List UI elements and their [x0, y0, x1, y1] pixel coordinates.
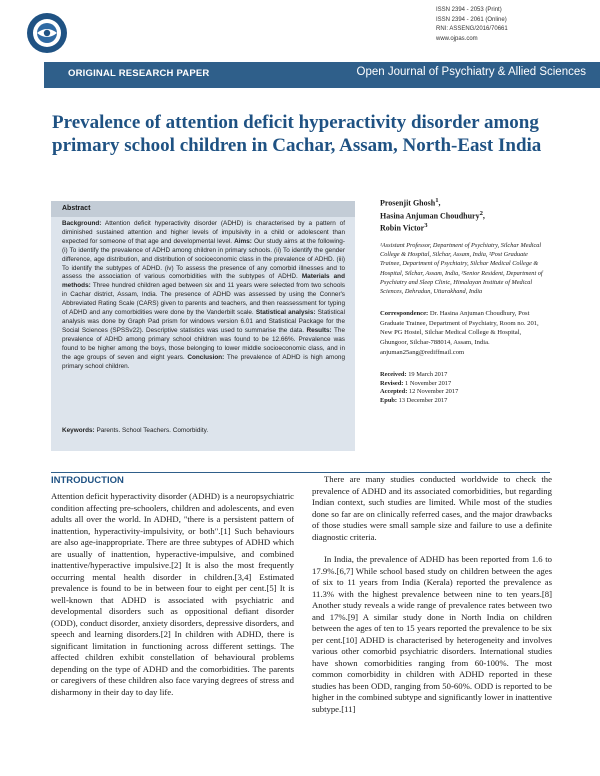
conclusion-text: The prevalence of ADHD is high among primary school children. — [62, 353, 345, 370]
aims-label: Aims: — [234, 237, 252, 245]
background-text: Attention deficit hyperactivity disorder (ADHD) is characterised by a pattern of diminished sustained attention and higher levels of impulsivity in a child or adolescent than expected for someone of that age and developmental level. — [62, 220, 345, 245]
author-3-sup: 3 — [424, 222, 428, 230]
author-2: Hasina Anjuman Choudhury — [380, 211, 480, 221]
rni-number: RNI: ASSENG/2016/70661 — [436, 26, 508, 33]
article-title: Prevalence of attention deficit hyperactivity disorder among primary school children in Cachar, Assam, North-East India — [52, 112, 542, 156]
article-type-label: ORIGINAL RESEARCH PAPER — [68, 68, 210, 79]
methods-text: Three hundred children aged between six and 11 years were selected from two schools in Cachar district, Assam, India. The presence of ADHD was assessed by using the Conner's Abbreviated Rating Scale (CARS) given to parents and teachers, and then reassessment for typing of ADHD and any comorbidities were done by the Vanderbilt scale. — [62, 282, 345, 317]
author-1-sup: 1 — [435, 197, 439, 204]
author-1: Prosenjit Ghosh — [380, 198, 436, 208]
correspondence-label: Correspondence: — [380, 310, 429, 318]
author-info-column — [380, 196, 550, 406]
conclusion-label: Conclusion: — [187, 353, 225, 361]
stats-text: Statistical analysis was done by Graph Pad prism for windows version 6.01 and Statistical Package for the Social Sciences (SPSSv22). Descriptive statistics was used to summarise the data. — [62, 309, 346, 334]
stats-label: Statistical analysis: — [255, 309, 316, 317]
results-label: Results: — [306, 326, 332, 334]
author-3: Robin Victor — [380, 223, 425, 233]
abstract-heading: Abstract — [51, 201, 355, 217]
correspondence — [380, 309, 550, 357]
keywords-text: Parents. School Teachers. Comorbidity. — [94, 427, 209, 434]
received-date: 19 March 2017 — [406, 371, 448, 379]
results-text: The prevalence of ADHD among primary school children was found to be 12.66%. Prevalence was found to be higher among the boys, those belonging to lower middle socioeconomic class, and in the age groups of seven and eight years. — [62, 326, 345, 361]
issn-print: ISSN 2394 - 2053 (Print) — [436, 7, 502, 13]
background-label: Background: — [62, 220, 102, 227]
epub-date: 13 December 2017 — [397, 396, 448, 404]
author-2-sup: 2 — [479, 209, 483, 217]
received-label: Received: — [380, 371, 407, 379]
accepted-label: Accepted: — [380, 388, 408, 396]
methods-label: Materials and methods: — [62, 273, 345, 290]
aims-text: Our study aims at the following- (i) To identify the prevalence of ADHD among children in primary schools. (ii) To identify the gender difference, age distribution, and distribution of socioeconomic class in the prevalence of ADHD. (iii) To identify the subtypes of ADHD. (iv) To assess the presence of any comorbid illnesses and to assess the association of various comorbidities with the subtypes of ADHD. — [62, 237, 345, 281]
revised-date: 1 November 2017 — [403, 379, 452, 387]
section-divider — [51, 472, 550, 473]
journal-name: Open Journal of Psychiatry & Allied Sciences — [356, 66, 586, 78]
author-list: Prosenjit Ghosh$^1$, Hasina Anjuman Choudhury$^2$, Robin Victor$^3$ — [380, 197, 485, 233]
journal-header-band — [44, 62, 600, 88]
revised-label: Revised: — [380, 379, 404, 387]
intro-paragraph-1: Attention deficit hyperactivity disorder (ADHD) is a neuropsychiatric condition affecting pre-schoolers, children and adolescents, and even adults all over the world. In ADHD, "there is a persistent pattern of inattention, hyperactivity-impulsivity, or both".[1] Such behaviours are also age-inappropriate. There are three subtypes of ADHD which are usually of inattention, hyperactive-impulsive, and combined inattentive/hyperactive impulsive.[2] It is also the most frequently occurring mental health disorder in children.[3,4] Estimated prevalence is found to be in between four to eight per cent.[5] It is well-known that ADHD is associated with psychiatric and developmental disorders such as oppositional defiant disorder (ODD), conduct disorder, anxiety disorders, depressive disorders, and speech and learning disorders.[2] In children with ADHD, there is significant limitation in functioning across different settings. The affected children exhibit constellation of behavioural problems depending on the type of ADHD and the comorbidities. The parents or caregivers of these children also face varying degrees of stress and disharmony in their day to day life. — [51, 491, 294, 697]
keywords — [62, 427, 345, 436]
introduction-heading: INTRODUCTION — [51, 475, 124, 486]
issn-block — [436, 6, 508, 44]
abstract-body — [62, 220, 345, 371]
article-dates — [380, 371, 550, 405]
epub-label: Epub: — [380, 396, 398, 404]
journal-website: www.ojpas.com — [436, 35, 478, 42]
intro-paragraph-2: There are many studies conducted worldwide to check the prevalence of ADHD and its associated comorbidities, but regarding Indian context, such studies are limited. While most of the studies done so far are on clinically referred cases, and the major drawbacks of those studies were small sample size and failure to use a definite diagnostic criteria. — [312, 474, 552, 542]
body-column-right — [312, 474, 552, 715]
journal-logo-icon — [26, 12, 68, 54]
keywords-label: Keywords: — [62, 427, 95, 434]
abstract-box — [51, 201, 355, 451]
affiliations: ¹Assistant Professor, Department of Psychiatry, Silchar Medical College & Hospital, Silchar, Assam, India, ²Post Graduate Trainee, Department of Psychiatry, Silchar Medical College & Hospital, Silchar, Assam, India, ³Senior Resident, Department of Psychiatry and Sleep Clinic, Himalayan Institute of Medical Sciences, Dehradun, Uttarakhand, India — [380, 241, 543, 295]
intro-paragraph-3: In India, the prevalence of ADHD has been reported from 1.6 to 17.9%.[6,7] While school based study on children between the ages of six to 11 years from India (Kerala) reported the prevalence as 11.3% with the highest prevalence between nine to ten years.[8] Another study reveals a wide range of prevalence rates between two and 17%.[9] A similar study done in North India on children between the ages of ten to 15 years reported the prevalence to be six per cent.[10] ADHD is characterised by heterogeneity and involves various other comorbid psychiatric disorders. International studies have shown comorbidities ranging from 60-100%. The most common comorbidity in children with ADHD reported in these studies has been ODD, ranging from 50-60%. ODD is reported to be higher in the combined subtype and significantly lower in inattentive subtype.[11] — [312, 554, 552, 714]
body-column-left — [51, 491, 294, 698]
correspondence-text: Dr. Hasina Anjuman Choudhury, Post Graduate Trainee, Department of Psychiatry, Room no. 201, New PG Hostel, Silchar Medical College & Hospital, Ghungoor, Silchar-788014, Assam, India. anjuman25ang@rediffmail.com — [380, 310, 539, 356]
accepted-date: 12 November 2017 — [407, 388, 459, 396]
issn-online: ISSN 2394 - 2061 (Online) — [436, 16, 507, 23]
